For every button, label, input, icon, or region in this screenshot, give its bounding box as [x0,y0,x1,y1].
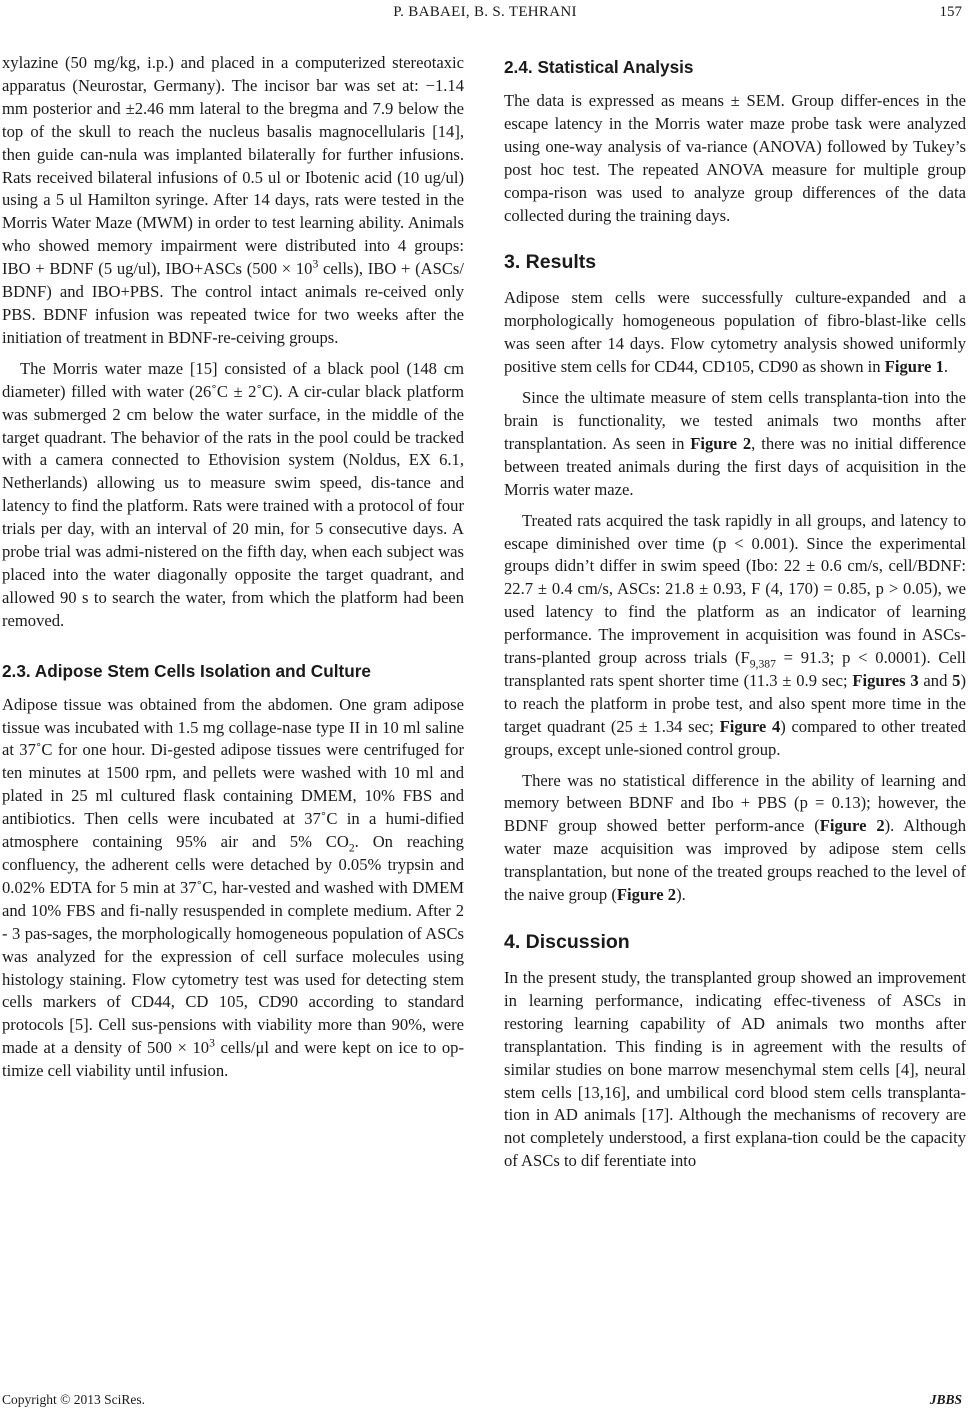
section-heading-2-4: 2.4. Statistical Analysis [504,57,694,77]
paragraph-results-3: Treated rats acquired the task rapidly in all groups, and latency to escape diminished over time (p < 0.001). Since the experimental groups didn’t differ in swim speed (Ibo: 22 ± 0.6 cm/s, cell/BDNF: 22.7 ± 0.4 cm/s, ASCs: 21.8 ± 0.93, F (4, 170) = 0.85, p > 0.05), we used latency to find the platform as an indicator of learning performance. The improvement in acquisition was found in ASCs-trans-planted group across trials ($F_{9,387} = 91.3$; p < 0.0001). Cell transplanted rats spent shorter time (11.3 ± 0.9 sec; Figures 3 and 5) to reach the platform in probe test, and also spent more time in the target quadrant (25 ± 1.34 sec; Figure 4) compared to other treated groups, except unle-sioned control group. [504,510,966,759]
paragraph-adipose-isolation: Adipose tissue was obtained from the abdomen. One gram adipose tissue was incubated with 1.5 mg collage-nase type II in 10 ml saline at 37˚C for one hour. Di-gested adipose tissues were centrifuged for ten minutes at 1500 rpm, and pellets were washed with 10 ml and plated in 25 ml cultured flask containing DMEM, 10% FBS and antibiotics. Then cells were incubated at 37˚C in a humi-dified atmosphere containing 95% air and 5% $CO_2$. On reaching confluency, the adherent cells were detached by 0.05% trypsin and 0.02% EDTA for 5 min at 37˚C, har-vested and washed with DMEM and 10% FBS and fi-nally resuspended in complete medium. After 2 - 3 pas-sages, the morphologically homogeneous population of ASCs was analyzed for the expression of cell surface molecules using histology staining. Flow cytometry test was used for detecting stem cells markers of CD44, CD 105, CD90 according to standard protocols [5]. Cell sus-pensions with viability more than 90%, were made at a density of $500 \times 10^3$ cells/μl and were kept on ice to op-timize cell viability until infusion. [2,694,464,1081]
figure-ref[interactable]: Figure 1 [884,357,944,377]
page-number: 157 [939,4,962,20]
paragraph-results-2: Since the ultimate measure of stem cells transplanta-tion into the brain is functionality, we tested animals two months after transplantation. As seen in Figure 2, there was no initial difference between treated animals during the first days of acquisition in the Morris water maze. [504,388,967,499]
page-header [0,0,970,30]
figure-ref[interactable]: Figure 2 [616,885,677,905]
figure-ref[interactable]: 5 [952,670,961,690]
figure-ref[interactable]: Figure 4 [719,716,781,736]
section-heading-2-3: 2.3. Adipose Stem Cells Isolation and Culture [2,660,371,681]
paragraph-discussion: In the present study, the transplanted group showed an improvement in learning performance, indicating effec-tiveness of ASCs in restoring learning capability of AD animals two months after transplantation. This finding is in agreement with the results of similar studies on bone marrow mesenchymal stem cells [4], neural stem cells [13,16], and umbilical cord blood stem cells transplanta-tion in AD animals [17]. Although the mechanisms of recovery are not completely understood, a first explana-tion could be the capacity of ASCs to dif ferentiate into [504,968,966,1171]
left-column [2,52,464,1083]
journal-abbreviation: JBBS [929,1392,962,1407]
page-footer [0,1392,970,1412]
figure-ref[interactable]: Figure 2 [690,433,752,453]
paragraph-results-1: Adipose stem cells were successfully culture-expanded and a morphologically homogeneous population of fibro-blast-like cells was seen after 14 days. Flow cytometry analysis showed uniformly positive stem cells for CD44, CD105, CD90 as shown in Figure 1. [504,288,966,377]
right-column [504,52,966,1173]
paragraph-surgery: xylazine (50 mg/kg, i.p.) and placed in a computerized stereotaxic apparatus (Neurostar, Germany). The incisor bar was set at: −1.14 mm posterior and ±2.46 mm lateral to the bregma and 7.9 below the top of the skull to reach the nucleus basalis magnocellularis [14], then guide can-nula was implanted bilaterally for further infusions. Rats received bilateral infusions of 0.5 ul or Ibotenic acid (10 ug/ul) using a 5 ul Hamilton syringe. After 14 days, rats were tested in the Morris Water Maze (MWM) in order to test learning ability. Animals who showed memory impairment were distributed into 4 groups: IBO + BDNF (5 ug/ul), IBO+ASCs ($500 \times 10^3$ cells), IBO + (ASCs/ BDNF) and IBO+PBS. The control intact animals re-ceived only PBS. BDNF infusion was repeated twice for two weeks after the initiation of treatment in BDNF-re-ceiving groups. [2,53,464,347]
copyright-notice: Copyright © 2013 SciRes. [2,1392,146,1407]
running-title: P. BABAEI, B. S. TEHRANI [393,4,577,20]
figure-ref[interactable]: Figures 3 [852,670,919,690]
paragraph-results-4: There was no statistical difference in the ability of learning and memory between BDNF and Ibo + PBS (p = 0.13); however, the BDNF group showed better perform-ance (Figure 2). Although water maze acquisition was improved by adipose stem cells transplantation, but none of the treated groups reached to the level of the naive group (Figure 2). [504,770,966,905]
section-heading-discussion: 4. Discussion [504,931,630,953]
paragraph-morris-water-maze: The Morris water maze [15] consisted of a black pool (148 cm diameter) filled with water (26˚C ± 2˚C). A cir-cular black platform was submerged 2 cm below the water surface, in the middle of the target quadrant. The behavior of the rats in the pool could be tracked with a camera connected to Ethovision system (Noldus, EX 6.1, Netherlands) allowing us to measure swim speed, dis-tance and latency to find the platform. Rats were trained with a protocol of four trials per day, with an interval of 20 min, for 5 consecutive days. A probe trial was admi-nistered on the fifth day, when each subject was placed into the water diagonally opposite the target quadrant, and allowed 90 s to search the water, from which the platform had been removed. [2,358,464,630]
section-heading-results: 3. Results [504,251,597,274]
paragraph-statistics: The data is expressed as means ± SEM. Group differ-ences in the escape latency in the Morris water maze probe task were analyzed using one-way analysis of va-riance (ANOVA) followed by Tukey’s post hoc test. The repeated ANOVA measure for multiple group compa-rison was used to analyze group differences of the data collected during the training days. [504,91,966,225]
figure-ref[interactable]: Figure 2 [819,816,885,836]
